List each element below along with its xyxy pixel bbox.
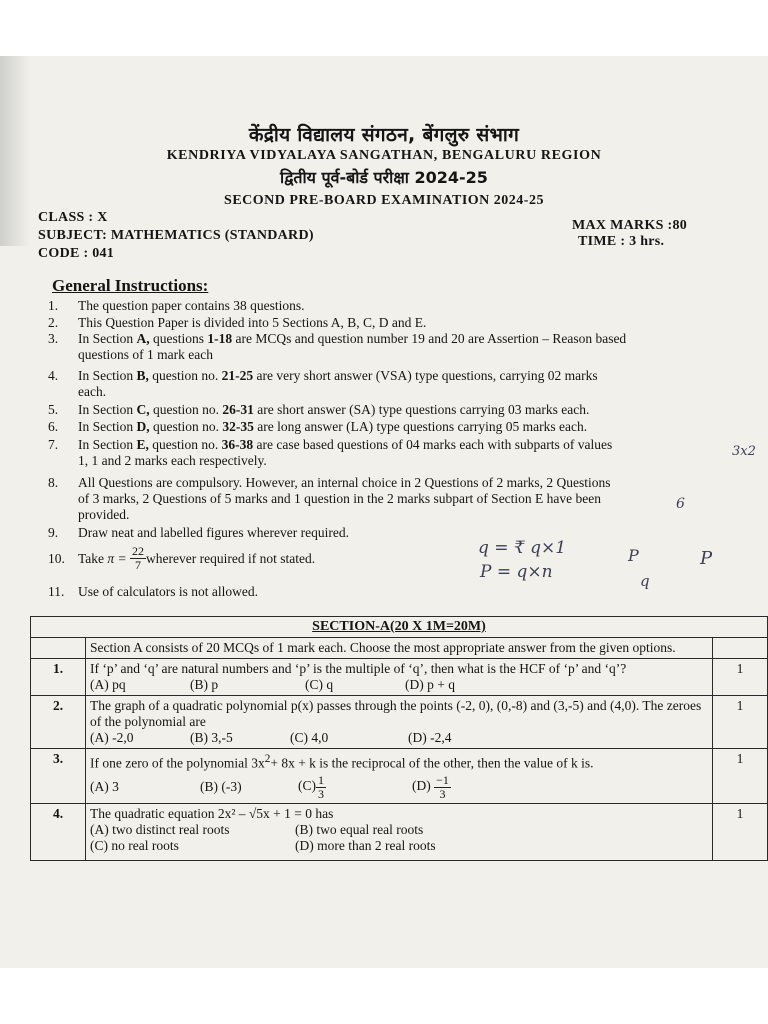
question-text: The graph of a quadratic polynomial p(x) passes through the points (-2, 0), (0,-8) and (3,-5) and (4,0). The zeroes of the polynomial are [90,698,702,729]
fraction-denominator: 3 [318,786,324,801]
instruction-num: 9. [48,525,59,540]
option-a: (A) pq [90,677,126,692]
instructions-title: General Instructions: [52,276,209,295]
options-row [90,822,708,838]
instruction-text: are MCQs and question number 19 and 20 are Assertion – Reason based [232,331,627,346]
option-b: (B) (-3) [200,779,242,794]
instruction-num: 7. [48,437,59,452]
section-title: SECTION-A(20 X 1M=20M) [31,617,768,638]
instruction-item [48,331,626,363]
question-number: 2. [31,696,86,749]
instruction-text: In Section [78,402,137,417]
handwritten-p: P [628,546,639,565]
option-b: (B) p [190,677,219,692]
class-label: CLASS : X [38,210,108,225]
instruction-text: Take [78,550,105,566]
instruction-text: Draw neat and labelled figures wherever required. [78,525,349,540]
option-a: (A) -2,0 [90,730,134,745]
instruction-bold: 1-18 [207,331,233,346]
option-c: (C) q [305,677,334,692]
instruction-text: The question paper contains 38 questions. [78,298,305,313]
option-a: (A) 3 [90,779,119,794]
question-text: The quadratic equation 2x² – √5x + 1 = 0 has [90,805,334,821]
instruction-text: question no. [149,402,223,417]
instruction-continuation: of 3 marks, 2 Questions of 5 marks and 1 question in the 2 marks subpart of Section E have been [78,491,602,506]
instruction-item [48,545,315,572]
question-body [86,659,713,696]
instruction-text: are case based questions of 04 marks each with subparts of values [253,437,613,452]
option-c: (C) no real roots [90,837,179,853]
instruction-text: All Questions are compulsory. However, an internal choice in 2 Questions of 2 marks, 2 Questions [78,475,611,490]
handwritten-3x2: 3x2 [732,444,756,459]
question-number-cell [31,638,86,659]
instruction-text: are short answer (SA) type questions carrying 03 marks each. [253,402,590,417]
instruction-num: 5. [48,402,59,417]
instruction-item [48,437,612,469]
exam-hindi-heading: द्वितीय पूर्व-बोर्ड परीक्षा 2024-25 [280,168,488,187]
option-c-fraction [316,774,326,801]
max-marks-label: MAX MARKS :80 [572,218,688,233]
instruction-text: are very short answer (VSA) type questions, carrying 02 marks [253,368,598,383]
option-c-label: (C) [298,778,316,794]
pi-fraction [130,545,146,572]
fraction-numerator: 22 [132,544,145,558]
question-text-part: + 8x + k is the reciprocal of the other, then the value of k is. [270,755,594,771]
org-english-heading: KENDRIYA VIDYALAYA SANGATHAN, BENGALURU REGION [166,148,602,163]
question-body [86,749,713,804]
instruction-item [48,419,587,435]
instruction-text: question no. [149,419,223,434]
instruction-item [48,475,610,523]
instruction-num: 1. [48,298,59,313]
instruction-item [48,584,258,600]
question-number: 4. [31,803,86,860]
instruction-num: 3. [48,331,59,346]
options-row [90,730,708,746]
option-b: (B) 3,-5 [190,730,233,745]
marks-value: 1 [713,696,768,749]
handwritten-eq2: P = q×n [480,562,553,582]
instruction-text: wherever required if not stated. [146,550,316,566]
instruction-num: 6. [48,419,59,434]
exam-english-heading: SECOND PRE-BOARD EXAMINATION 2024-25 [224,193,544,208]
instruction-continuation: 1, 1 and 2 marks each respectively. [78,453,267,468]
org-hindi-heading: केंद्रीय विद्यालय संगठन, बेंगलुरु संभाग [248,124,520,146]
question-row [31,749,768,804]
instruction-item [48,525,349,541]
handwritten-p2: P [700,548,713,569]
instruction-text: question no. [148,437,222,452]
section-intro: Section A consists of 20 MCQs of 1 mark each. Choose the most appropriate answer from the given options. [86,638,713,659]
marks-cell [713,638,768,659]
option-d-label: (D) [412,778,431,794]
instruction-bold: D, [136,419,150,434]
instruction-text: This Question Paper is divided into 5 Sections A, B, C, D and E. [78,315,427,330]
option-d: (D) p + q [405,677,455,692]
marks-value: 1 [713,659,768,696]
instruction-num: 4. [48,368,59,383]
instruction-item [48,368,598,400]
section-title-row [31,617,768,638]
option-d: (D) -2,4 [408,730,452,745]
options-row [90,677,708,693]
handwritten-q: q [640,572,650,590]
option-c [298,774,412,801]
instruction-bold: A, [136,331,150,346]
subject-label: SUBJECT: MATHEMATICS (STANDARD) [38,228,314,243]
instruction-text: In Section [78,368,137,383]
option-c: (C) 4,0 [290,730,329,745]
instruction-num: 10. [48,550,65,566]
time-label: TIME : 3 hrs. [578,234,665,249]
question-text-part: If one zero of the polynomial 3x [90,755,265,771]
instruction-item [48,315,426,331]
instruction-text: In Section [78,419,137,434]
question-number: 1. [31,659,86,696]
question-row [31,803,768,860]
instruction-text: In Section [78,331,137,346]
section-intro-row [31,638,768,659]
fraction-denominator: 3 [439,786,446,801]
instruction-bold: 21-25 [221,368,254,383]
instruction-bold: C, [136,402,150,417]
instruction-item [48,402,589,418]
option-b: (B) two equal real roots [295,821,424,837]
instruction-item [48,298,304,314]
fraction-numerator: 1 [318,772,324,787]
instruction-continuation: questions of 1 mark each [78,347,213,362]
marks-value: 1 [713,749,768,804]
instruction-text: questions [149,331,208,346]
code-label: CODE : 041 [38,246,115,261]
question-row [31,696,768,749]
question-text [90,751,708,772]
question-number: 3. [31,749,86,804]
question-text: If ‘p’ and ‘q’ are natural numbers and ‘p’ is the multiple of ‘q’, then what is the HCF of ‘p’ and ‘q’? [90,661,627,676]
instruction-bold: 26-31 [222,402,254,417]
marks-value: 1 [713,803,768,860]
option-d: (D) more than 2 real roots [295,837,436,853]
options-row [90,838,708,854]
instruction-bold: B, [136,368,149,383]
pi-symbol: π = [107,550,127,566]
handwritten-eq1: q = ₹ q×1 [478,538,567,558]
instruction-text: In Section [78,437,137,452]
instruction-bold: 36-38 [221,437,254,452]
instruction-continuation: each. [78,384,107,399]
question-body [86,803,713,860]
instruction-bold: E, [136,437,149,452]
instruction-num: 11. [48,584,65,599]
exponent: 2 [264,753,271,765]
instruction-num: 8. [48,475,59,490]
question-body [86,696,713,749]
instruction-text: question no. [148,368,222,383]
handwritten-6: 6 [676,496,685,512]
instruction-continuation: provided. [78,507,130,522]
option-a: (A) two distinct real roots [90,821,230,837]
fraction-denominator: 7 [135,558,142,572]
options-row [90,774,708,801]
instruction-text: are long answer (LA) type questions carrying 05 marks each. [253,419,588,434]
instruction-bold: 32-35 [222,419,254,434]
fraction-numerator: −1 [436,772,449,787]
question-row [31,659,768,696]
instruction-text: Use of calculators is not allowed. [78,584,258,599]
instruction-num: 2. [48,315,59,330]
option-d-fraction [434,774,451,801]
option-d [412,774,451,801]
section-a-table [30,616,768,861]
